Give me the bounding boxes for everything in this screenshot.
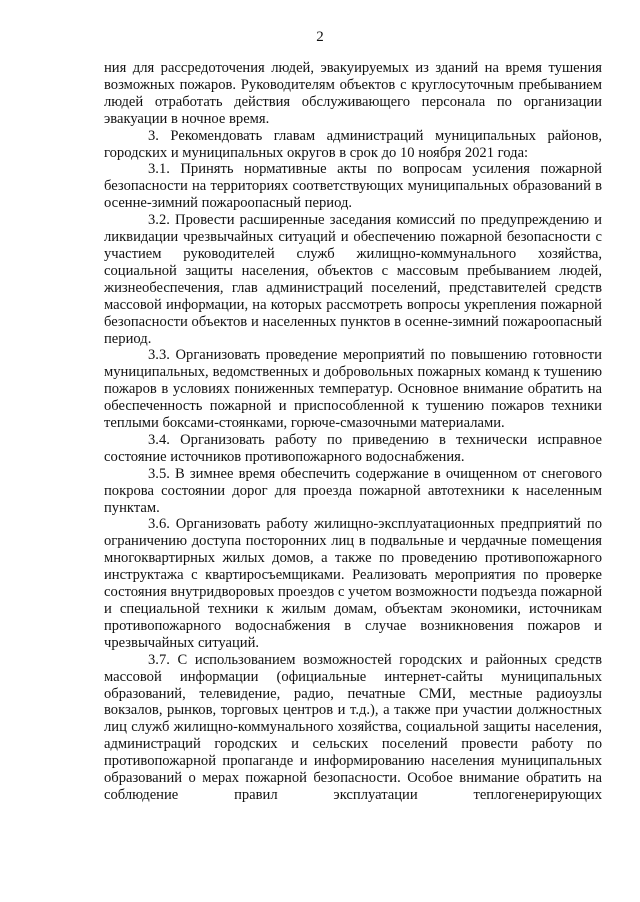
paragraph-3-7: 3.7. С использованием возможностей городских и районных средств массовой информации (официальные интернет-сайты муниципальных образований, телевидение, радио, печатные СМИ, местные радиоузлы вокзалов, рынков, торговых центров и т.д.), а также при участии должностных лиц служб жилищно-коммунального хозяйства, социальной защиты населения, администраций городских и сельских поселений провести работу по противопожарной пропаганде и информированию населения муниципальных образований о мерах пожарной безопасности. Особое внимание обратить на соблюдение правил эксплуатации теплогенерирующих <box>104 651 602 803</box>
paragraph-3-6: 3.6. Организовать работу жилищно-эксплуатационных предприятий по ограничению доступа посторонних лиц в подвальные и чердачные помещения многоквартирных жилых домов, а также по проведению противопожарного инструктажа с квартиросъемщиками. Реализовать мероприятия по проверке состояния внутридворовых проездов с учетом возможности подъезда пожарной и специальной техники к жилым домам, объектам экономики, источникам противопожарного водоснабжения в случае возникновения пожаров и чрезвычайных ситуаций. <box>104 516 602 651</box>
paragraph-3-1: 3.1. Принять нормативные акты по вопросам усиления пожарной безопасности на территориях соответствующих муниципальных образований в осенне-зимний пожароопасный период. <box>104 161 602 212</box>
paragraph-3-3: 3.3. Организовать проведение мероприятий по повышению готовности муниципальных, ведомственных и добровольных пожарных команд к тушению пожаров в условиях пониженных температур. Основное внимание обратить на обеспеченность пожарной и приспособленной к тушению пожаров техники теплыми боксами-стоянками, горюче-смазочными материалами. <box>104 347 602 432</box>
paragraph-3-4: 3.4. Организовать работу по приведению в технически исправное состояние источников противопожарного водоснабжения. <box>104 431 602 465</box>
paragraph-3-5: 3.5. В зимнее время обеспечить содержание в очищенном от снегового покрова состоянии дорог для проезда пожарной автотехники к населенным пунктам. <box>104 465 602 516</box>
paragraph-3: 3. Рекомендовать главам администраций муниципальных районов, городских и муниципальных округов в срок до 10 ноября 2021 года: <box>104 127 602 161</box>
page-number: 2 <box>316 29 324 45</box>
paragraph-3-2: 3.2. Провести расширенные заседания комиссий по предупреждению и ликвидации чрезвычайных ситуаций и обеспечению пожарной безопасности с участием руководителей служб жилищно-коммунального хозяйства, социальной защиты населения, объектов с массовым пребыванием людей, жизнеобеспечения, глав администраций поселений, представителей средств массовой информации, на которых рассмотреть вопросы укрепления пожарной безопасности объектов и населенных пунктов в осенне-зимний пожароопасный период. <box>104 212 602 347</box>
document-body <box>104 60 602 804</box>
paragraph-continuation: ния для рассредоточения людей, эвакуируемых из зданий на время тушения возможных пожаров. Руководителям объектов с круглосуточным пребыванием людей отработать действия обслуживающего персонала по организации эвакуации в ночное время. <box>104 60 602 127</box>
